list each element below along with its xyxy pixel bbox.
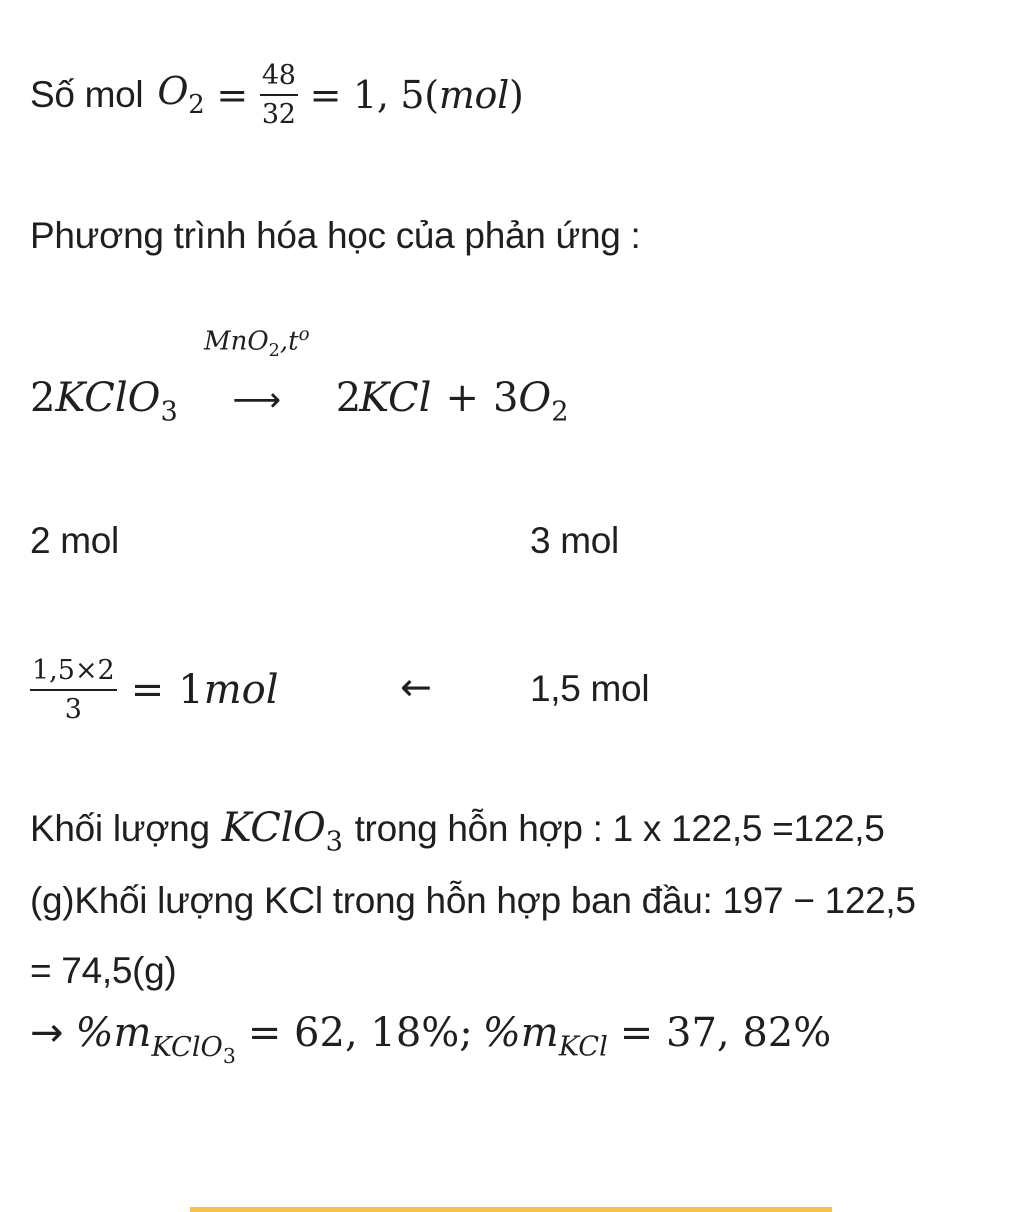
denominator: 32 [261,99,296,130]
calc-equals: = [130,667,165,713]
mol-result: = 1, 5( [309,73,439,117]
equals-sign: = [216,73,248,117]
plus-sign: + [445,375,479,421]
chemical-reaction [30,324,569,428]
mass-line-1 [30,805,885,858]
product-o2: $O_2$ [518,375,569,428]
mass-line-2: (g)Khối lượng KCl trong hỗn hợp ban đầu: 197 − 122,5 [30,880,916,921]
ratio-right: 3 mol [530,520,619,561]
ratio-left: 2 mol [30,520,119,561]
accent-bar [190,1207,832,1212]
mass-suffix: trong hỗn hợp : 1 x 122,5 =122,5 [354,808,885,849]
calc-denominator: 3 [64,694,82,725]
calc-numerator: 1,5×2 [30,655,117,691]
catalyst-label: $MnO_2,t^o$ [203,324,310,361]
calc-right: 1,5 mol [530,668,650,709]
product-kcl: 2 [335,375,362,421]
fraction-48-32 [260,60,298,130]
percent-line [30,1010,831,1068]
equation-heading: Phương trình hóa học của phản ứng : [30,215,641,256]
product-kcl-formula: KCl [359,375,432,421]
mol-label: Số mol [30,74,144,115]
calc-line [30,645,279,735]
mass-formula: KClO$_3$ [221,805,343,858]
arrow-right-icon: → [30,1010,64,1056]
mass-prefix: Khối lượng [30,808,210,849]
left-arrow-icon: ← [400,665,432,709]
reactant-kclo3: KClO$_3$ [55,375,178,428]
calc-value: 1 [178,667,204,713]
numerator: 48 [260,60,298,96]
o2-symbol: $O_2$ [157,69,205,121]
calc-unit: mol [203,667,279,713]
mol-unit: mol [438,73,509,117]
percent-kclo3: $\%m_{KClO_3}$ [75,1010,236,1068]
percent-kcl-value: = 37, 82% [619,1010,832,1056]
product-o2-coefficient: 3 [492,375,519,421]
mass-line-3: = 74,5(g) [30,950,177,991]
reaction-arrow [182,324,332,421]
close-paren: ) [509,73,524,117]
percent-kclo3-value: = 62, 18%; [247,1010,473,1056]
fraction-calc [30,655,117,725]
reactant-coefficient: 2 [30,375,56,421]
percent-kcl: $\%m_{KCl}$ [482,1010,608,1063]
mol-o2-line [30,60,524,130]
right-arrow-icon: ⟶ [232,380,282,420]
